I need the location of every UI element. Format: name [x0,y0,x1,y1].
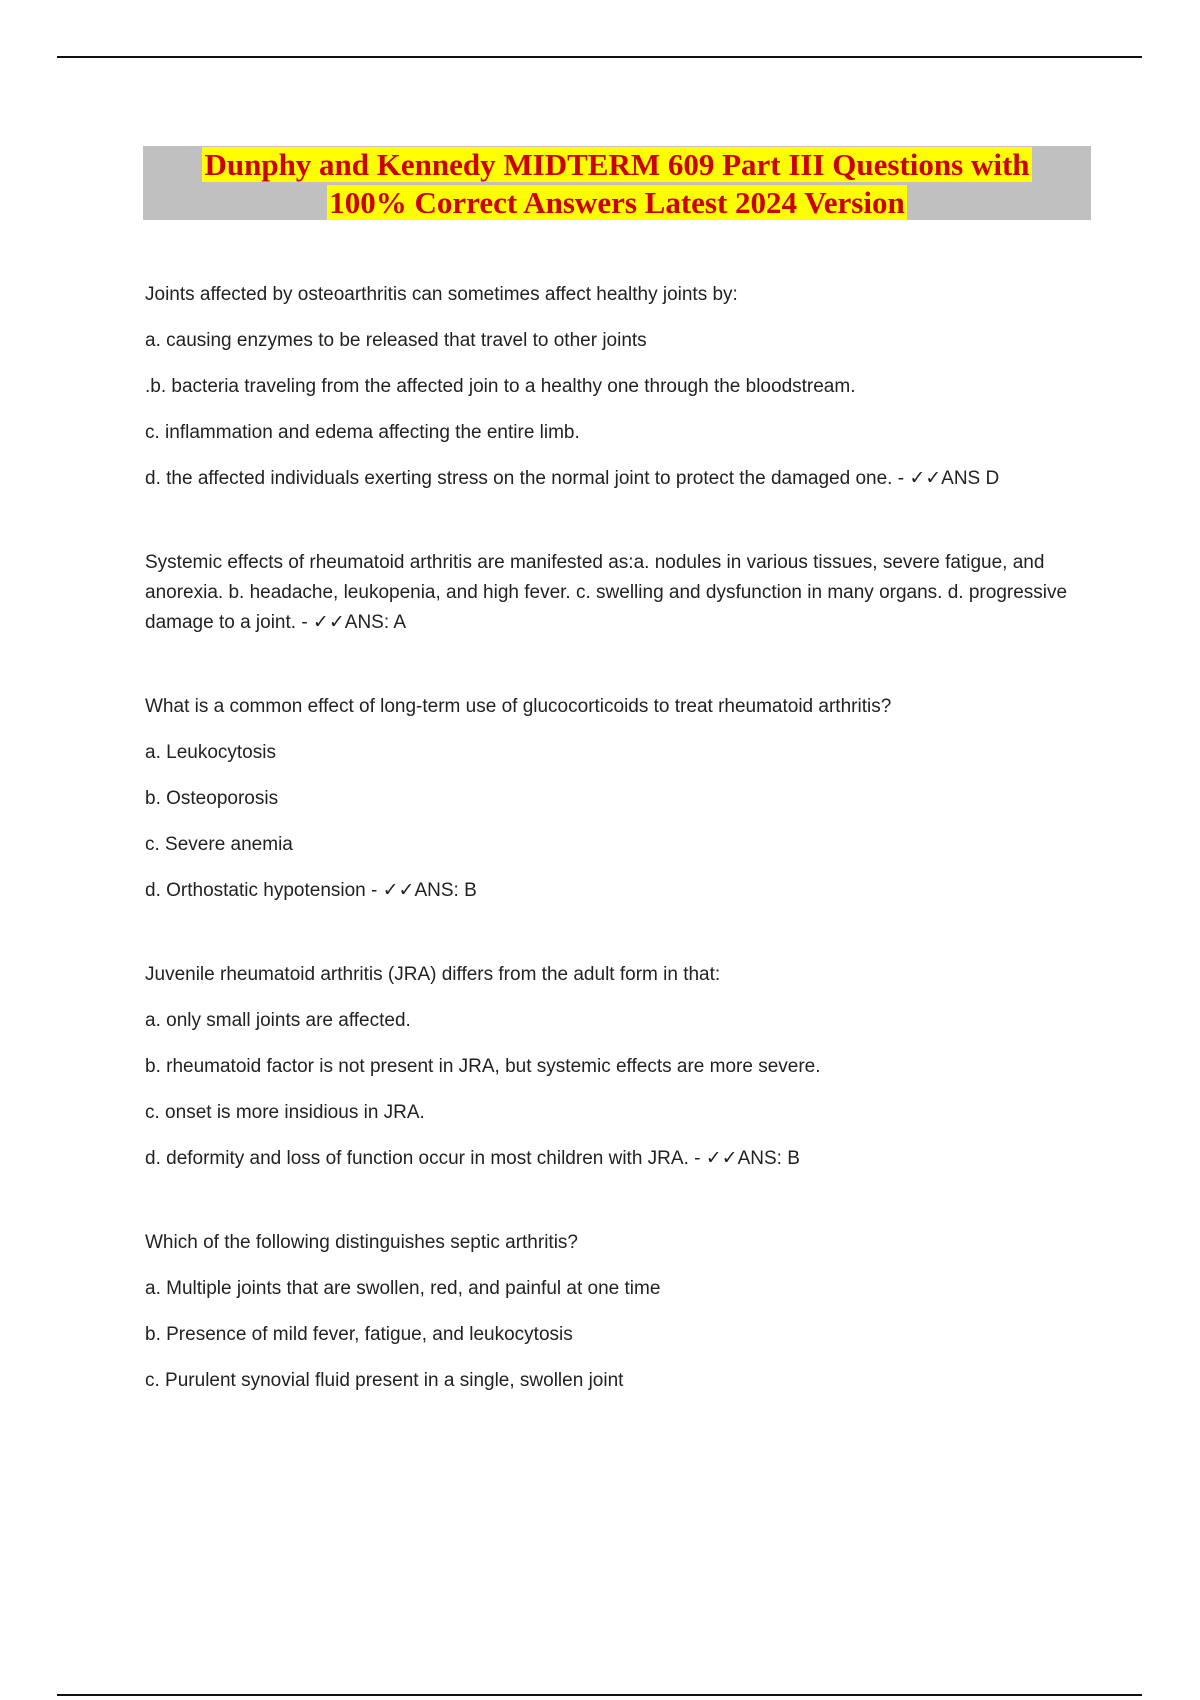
document-body [145,280,1085,1450]
option-b: b. rheumatoid factor is not present in JRA, but systemic effects are more severe. [145,1056,821,1077]
option-b: b. Presence of mild fever, fatigue, and leukocytosis [145,1324,573,1345]
title-line-2: 100% Correct Answers Latest 2024 Version [329,185,905,220]
option-d-answer: d. deformity and loss of function occur in most children with JRA. - ✓✓ANS: B [145,1148,800,1169]
option-c: c. Severe anemia [145,834,293,855]
option-a: a. Leukocytosis [145,742,276,763]
question-stem: Juvenile rheumatoid arthritis (JRA) differs from the adult form in that: [145,964,721,985]
bottom-rule [57,1694,1142,1696]
question-stem: What is a common effect of long-term use of glucocorticoids to treat rheumatoid arthritis? [145,696,892,717]
option-a: a. only small joints are affected. [145,1010,411,1031]
title-line-1: Dunphy and Kennedy MIDTERM 609 Part III Questions with [204,147,1030,182]
option-c: c. inflammation and edema affecting the entire limb. [145,422,580,443]
question-5 [145,1228,1085,1396]
option-d-answer: d. the affected individuals exerting stress on the normal joint to protect the damaged one. - ✓✓ANS D [145,468,1000,489]
option-c: c. Purulent synovial fluid present in a single, swollen joint [145,1370,624,1391]
option-a: a. causing enzymes to be released that travel to other joints [145,330,647,351]
question-3 [145,692,1085,906]
option-b: b. Osteoporosis [145,788,279,809]
option-a: a. Multiple joints that are swollen, red, and painful at one time [145,1278,661,1299]
question-stem: Joints affected by osteoarthritis can sometimes affect healthy joints by: [145,284,738,305]
option-d-answer: d. Orthostatic hypotension - ✓✓ANS: B [145,880,477,901]
question-1 [145,280,1085,494]
question-paragraph: Systemic effects of rheumatoid arthritis are manifested as:a. nodules in various tissues, severe fatigue, and anorexia. b. headache, leukopenia, and high fever. c. swelling and dysfunction in many organs. d. progressive damage to a joint. - ✓✓ANS: A [145,552,1068,633]
question-stem: Which of the following distinguishes septic arthritis? [145,1232,578,1253]
top-rule [57,56,1142,58]
question-4 [145,960,1085,1174]
question-2 [145,548,1085,638]
option-c: c. onset is more insidious in JRA. [145,1102,425,1123]
document-title [143,146,1091,220]
option-b: .b. bacteria traveling from the affected join to a healthy one through the bloodstream. [145,376,856,397]
